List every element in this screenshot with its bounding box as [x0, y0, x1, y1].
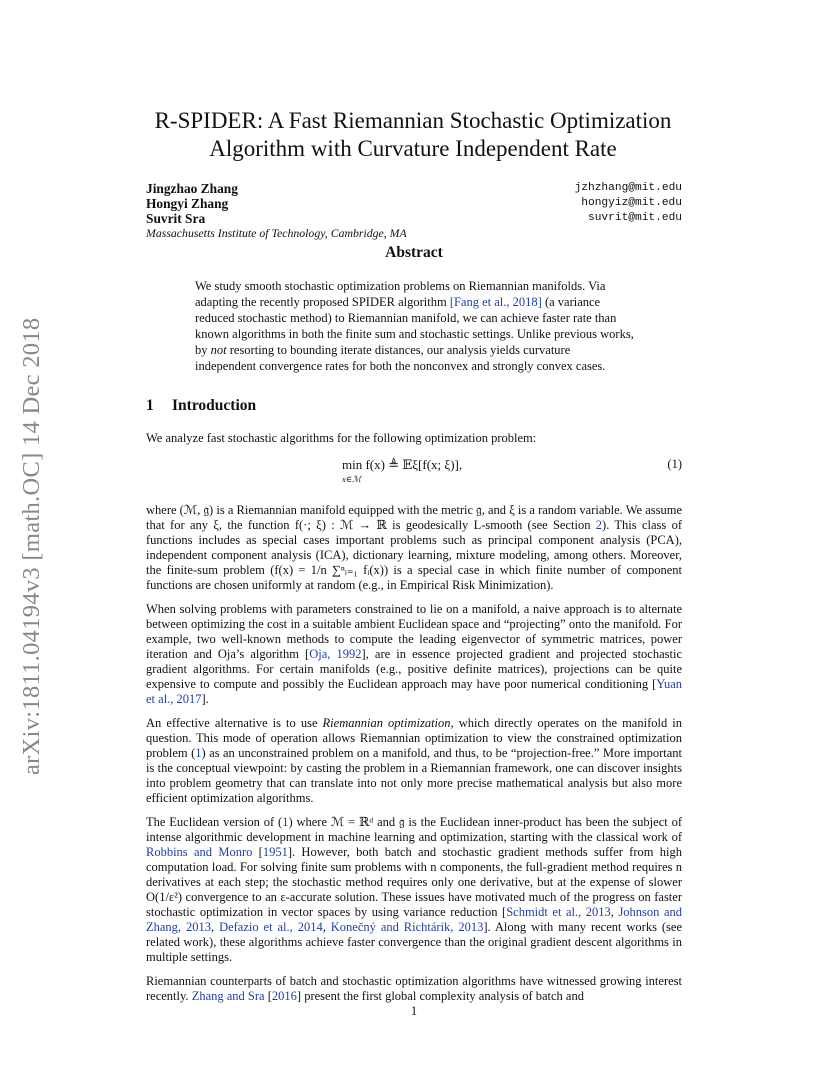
- paper-title: [120, 107, 706, 163]
- arxiv-identifier: arXiv:1811.04194v3 [math.OC] 14 Dec 2018: [18, 317, 45, 775]
- title-line-2: Algorithm with Curvature Independent Rate: [209, 136, 617, 161]
- text-run: ,: [322, 920, 331, 934]
- citation-link[interactable]: [Fang et al., 2018]: [449, 295, 542, 309]
- text-run: ]. However, both batch and stochastic gradient methods suffer from high computation load. For solving finite sum problems with n components, the full-gradient method requires n derivatives at each step; the stochastic method requires only one derivative, but at the expense of slower O(1/ε²) convergence to an ε-accurate solution. These issues have motivated much of the progress on faster stochastic optimization in vector spaces by using variance reduction [: [146, 845, 682, 919]
- abstract-emphasis: not: [210, 343, 227, 357]
- equation-ref-link[interactable]: 1: [282, 815, 289, 829]
- citation-link[interactable]: Schmidt et al., 2013: [506, 905, 611, 919]
- text-run: , which directly operates on the manifold in question. This mode of operation allows Riemannian optimization to view the constrained optimization problem (: [146, 716, 682, 760]
- paragraph: [146, 815, 682, 965]
- arxiv-sidebar: [0, 0, 62, 1072]
- citation-link[interactable]: Johnson and Zhang, 2013: [146, 905, 683, 934]
- citation-link[interactable]: 1951: [262, 845, 288, 859]
- author-row: [146, 211, 682, 226]
- author-email[interactable]: hongyiz@mit.edu: [581, 197, 682, 209]
- paragraph: [146, 602, 682, 707]
- equation-subscript: x∈ℳ: [342, 474, 362, 484]
- text-run: An effective alternative is to use: [146, 716, 323, 730]
- citation-link[interactable]: Yuan et al., 2017: [146, 677, 682, 706]
- text-run: ] present the first global complexity analysis of batch and: [296, 989, 584, 1003]
- paragraph: [146, 716, 682, 806]
- text-run: ], are in essence projected gradient and projected stochastic gradient algorithms. For certain manifolds (e.g., positive definite matrices), projections can be quite expensive to compute and possibly the Euclidean approach may have poor numerical conditioning [: [146, 647, 682, 691]
- author-name: Jingzhao Zhang: [146, 181, 238, 196]
- paragraph: [146, 503, 682, 593]
- abstract-part: We study smooth stochastic optimization problems on Riemannian manifolds. Via adapting the recently proposed SPIDER algorithm: [195, 279, 606, 309]
- text-run: When solving problems with parameters constrained to lie on a manifold, a naive approach is to alternate between optimizing the cost in a suitable ambient Euclidean space and “projecting” onto the manifold. For example, two well-known methods to compute the leading eigenvector of symmetric matrices, power iteration and Oja’s algorithm [: [146, 602, 682, 661]
- text-run: [: [252, 845, 263, 859]
- citation-link[interactable]: Konečný and Richtárik, 2013: [330, 920, 484, 934]
- equation-ref-link[interactable]: 1: [195, 746, 202, 760]
- text-run: ) where ℳ = ℝᵈ and 𝔤 is the Euclidean inner-product has been the subject of intense algorithmic development in machine learning and optimization, starting with the classical work of: [146, 815, 682, 844]
- title-line-1: R-SPIDER: A Fast Riemannian Stochastic Optimization: [154, 108, 672, 133]
- abstract-part: resorting to bounding iterate distances, our analysis yields curvature independent convergence rates for both the nonconvex and strongly convex cases.: [195, 343, 606, 373]
- text-run: where (ℳ, 𝔤) is a Riemannian manifold equipped with the metric 𝔤, and ξ is a random variable. We assume that for any ξ, the function f(·; ξ) : ℳ → ℝ is geodesically L-smooth (see Section: [146, 503, 682, 532]
- citation-link[interactable]: Robbins and Monro: [146, 845, 253, 859]
- abstract-text: [195, 278, 634, 374]
- citation-link[interactable]: 2016: [271, 989, 297, 1003]
- text-run: ). This class of functions includes as special cases important problems such as principal component analysis (PCA), independent component analysis (ICA), dictionary learning, mixture modeling, among others. Moreover, the finite-sum problem (f(x) = 1/n ∑ⁿᵢ₌₁ fᵢ(x)) is a special case in which finite number of component functions are chosen uniformly at random (e.g., in Empirical Risk Minimization).: [146, 518, 682, 592]
- abstract-part: (a variance reduced stochastic method) to Riemannian manifold, we can achieve faster rate than known algorithms in both the finite sum and stochastic settings. Unlike previous works, by: [195, 295, 634, 357]
- text-run: ]. Along with many recent works (see related work), these algorithms achieve faster convergence than the original gradient descent algorithms in multiple settings.: [146, 920, 683, 964]
- abstract-heading: Abstract: [385, 244, 443, 261]
- equation-1: [146, 455, 682, 495]
- author-email[interactable]: suvrit@mit.edu: [588, 212, 682, 224]
- paragraph: [146, 974, 682, 1004]
- author-block: [146, 181, 682, 241]
- citation-link[interactable]: Oja, 1992: [309, 647, 362, 661]
- section-heading: [146, 397, 256, 415]
- text-run: ) as an unconstrained problem on a manifold, and thus, to be “projection-free.” More important is the conceptual viewpoint: by casting the problem in a Riemannian framework, one can discover insights into problem geometry that can translate into not only more precise mathematical analysis but also more efficient optimization algorithms.: [146, 746, 682, 805]
- citation-link[interactable]: Defazio et al., 2014: [219, 920, 323, 934]
- section-ref-link[interactable]: 2: [595, 518, 603, 532]
- text-run: ,: [610, 905, 619, 919]
- author-name: Suvrit Sra: [146, 211, 206, 226]
- text-run: Riemannian counterparts of batch and stochastic optimization algorithms have witnessed growing interest recently.: [146, 974, 682, 1003]
- text-run: The Euclidean version of (: [146, 815, 283, 829]
- text-run: ].: [201, 692, 209, 706]
- author-email[interactable]: jzhzhang@mit.edu: [574, 182, 682, 194]
- emphasis: Riemannian optimization: [322, 716, 451, 730]
- text-run: [: [264, 989, 272, 1003]
- intro-body: [146, 431, 682, 1013]
- citation-link[interactable]: Zhang and Sra: [191, 989, 265, 1003]
- section-number: 1: [146, 397, 154, 414]
- affiliation: Massachusetts Institute of Technology, Cambridge, MA: [146, 226, 407, 240]
- page-number: 1: [410, 1004, 418, 1018]
- author-row: [146, 196, 682, 211]
- author-row: [146, 181, 682, 196]
- equation-number: (1): [667, 457, 682, 471]
- paragraph: We analyze fast stochastic algorithms for the following optimization problem:: [146, 431, 537, 445]
- section-title: Introduction: [172, 397, 257, 414]
- author-name: Hongyi Zhang: [146, 196, 229, 211]
- text-run: ,: [211, 920, 220, 934]
- equation-main: min f(x) ≜ 𝔼ξ[f(x; ξ)],: [342, 457, 463, 472]
